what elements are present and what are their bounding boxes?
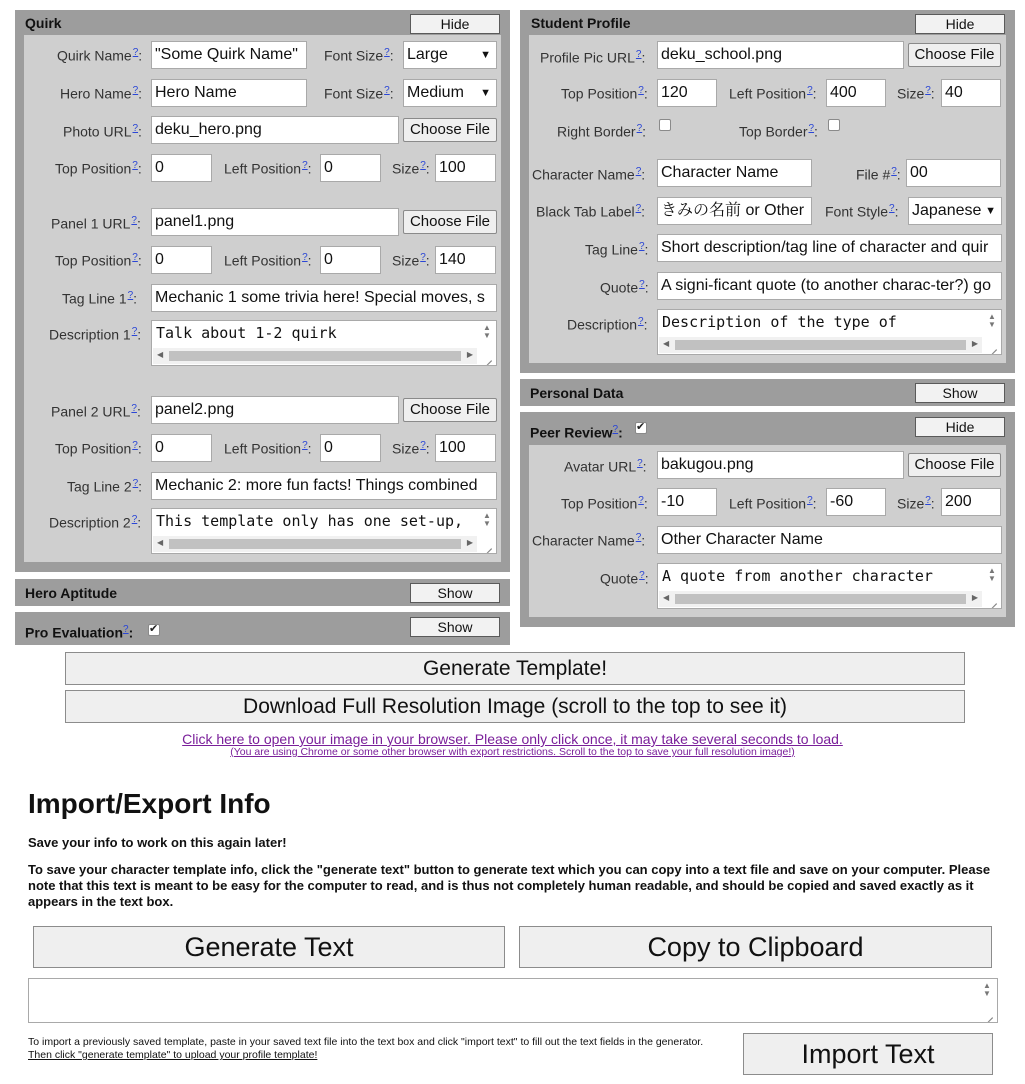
save-info-line: Save your info to work on this again later! xyxy=(28,835,287,850)
top-position-label: Top Position?: xyxy=(561,495,648,512)
pro-evaluation-title: Pro Evaluation?: xyxy=(25,624,134,641)
left-position-label: Left Position?: xyxy=(224,252,312,269)
tag-line-1-label: Tag Line 1?: xyxy=(62,290,138,307)
panel2-choose-file-button[interactable]: Choose File xyxy=(403,398,497,422)
spin-arrows-icon: ▲ ▼ xyxy=(988,566,996,583)
panel2-url-input[interactable]: panel2.png xyxy=(151,396,399,424)
tag-line-2-input[interactable]: Mechanic 2: more fun facts! Things combined xyxy=(151,472,497,500)
horizontal-scrollbar[interactable]: ◀ ▶ xyxy=(659,337,982,353)
quirk-name-label: Quirk Name?: xyxy=(57,47,143,64)
hero-aptitude-show-button[interactable]: Show xyxy=(410,583,500,603)
size-label: Size?: xyxy=(392,160,430,177)
description-2-label: Description 2?: xyxy=(49,514,142,531)
peer-review-title: Peer Review?: xyxy=(530,424,623,441)
top-position-label: Top Position?: xyxy=(55,440,142,457)
photo-choose-file-button[interactable]: Choose File xyxy=(403,118,497,142)
resize-grip-icon[interactable] xyxy=(479,348,495,364)
import-text-button[interactable]: Import Text xyxy=(743,1033,993,1075)
peer-quote-label: Quote?: xyxy=(600,570,649,587)
hero-aptitude-panel xyxy=(15,579,510,606)
generate-text-button[interactable]: Generate Text xyxy=(33,926,505,968)
other-character-name-label: Character Name?: xyxy=(532,532,646,549)
pro-evaluation-panel xyxy=(15,612,510,645)
panel2-top-input[interactable]: 0 xyxy=(151,434,212,462)
avatar-url-label: Avatar URL?: xyxy=(564,458,647,475)
peer-review-checkbox[interactable] xyxy=(635,422,647,434)
resize-grip-icon[interactable] xyxy=(984,591,1000,607)
quirk-hide-button[interactable]: Hide xyxy=(410,14,500,34)
profile-pic-url-label: Profile Pic URL?: xyxy=(540,49,646,66)
hero-name-input[interactable]: Hero Name xyxy=(151,79,307,107)
photo-url-label: Photo URL?: xyxy=(63,123,142,140)
description-2-textarea[interactable]: This template only has one set-up, ▲ ▼ ◀ ▶ xyxy=(151,508,497,554)
peer-review-hide-button[interactable]: Hide xyxy=(915,417,1005,437)
spin-arrows-icon: ▲ ▼ xyxy=(483,511,491,528)
resize-grip-icon[interactable] xyxy=(984,337,1000,353)
avatar-top-input[interactable]: -10 xyxy=(657,488,717,516)
left-position-label: Left Position?: xyxy=(224,440,312,457)
quirk-name-input[interactable]: "Some Quirk Name" xyxy=(151,41,307,69)
student-profile-hide-button[interactable]: Hide xyxy=(915,14,1005,34)
resize-grip-icon[interactable] xyxy=(980,1005,996,1021)
top-position-label: Top Position?: xyxy=(55,160,142,177)
hero-name-label: Hero Name?: xyxy=(60,85,143,102)
open-image-link[interactable]: Click here to open your image in your browser. Please only click once, it may take several seconds to load. xyxy=(182,731,843,747)
font-size-label: Font Size?: xyxy=(324,47,394,64)
profile-pic-size-input[interactable]: 40 xyxy=(941,79,1001,107)
spin-arrows-icon: ▲ ▼ xyxy=(983,981,991,998)
panel1-top-input[interactable]: 0 xyxy=(151,246,212,274)
tag-line-input[interactable]: Short description/tag line of character and quir xyxy=(657,234,1002,262)
description-1-textarea[interactable]: Talk about 1-2 quirk ▲ ▼ ◀ ▶ xyxy=(151,320,497,366)
character-name-label: Character Name?: xyxy=(532,166,646,183)
tag-line-label: Tag Line?: xyxy=(585,241,649,258)
import-export-heading: Import/Export Info xyxy=(28,788,271,819)
panel2-size-input[interactable]: 100 xyxy=(435,434,496,462)
pro-evaluation-checkbox[interactable] xyxy=(148,624,160,636)
top-position-label: Top Position?: xyxy=(55,252,142,269)
photo-top-input[interactable]: 0 xyxy=(151,154,212,182)
description-1-label: Description 1?: xyxy=(49,326,142,343)
horizontal-scrollbar[interactable]: ◀ ▶ xyxy=(153,536,477,552)
personal-data-title: Personal Data xyxy=(530,385,624,401)
import-instructions: To import a previously saved template, paste in your saved text file into the text box and click "import text" to fill out the text fields in the generator. Then click "generate template" to upload your profile template! xyxy=(28,1036,704,1061)
help-link[interactable]: ? xyxy=(132,47,139,58)
quote-label: Quote?: xyxy=(600,279,649,296)
chevron-down-icon: ▼ xyxy=(477,42,491,68)
description-textarea[interactable]: Description of the type of ▲ ▼ ◀ ▶ xyxy=(657,309,1002,355)
character-name-input[interactable]: Character Name xyxy=(657,159,812,187)
pro-evaluation-show-button[interactable]: Show xyxy=(410,617,500,637)
top-border-label: Top Border?: xyxy=(739,123,818,140)
description-label: Description?: xyxy=(567,316,648,333)
spin-arrows-icon: ▲ ▼ xyxy=(988,312,996,329)
generate-template-hint: Then click "generate template" to upload your profile template! xyxy=(28,1049,318,1061)
file-number-label: File #?: xyxy=(856,166,901,183)
photo-left-input[interactable]: 0 xyxy=(320,154,381,182)
left-position-label: Left Position?: xyxy=(729,85,817,102)
profile-pic-top-input[interactable]: 120 xyxy=(657,79,717,107)
avatar-choose-file-button[interactable]: Choose File xyxy=(908,453,1001,477)
font-style-select[interactable]: Japanese ▼ xyxy=(908,197,1002,225)
file-number-input[interactable]: 00 xyxy=(906,159,1001,187)
right-border-label: Right Border?: xyxy=(557,123,647,140)
chrome-note-link[interactable]: (You are using Chrome or some other browser with export restrictions. Scroll to the top to save your full resolution image!) xyxy=(230,746,795,758)
avatar-left-input[interactable]: -60 xyxy=(826,488,886,516)
panel1-left-input[interactable]: 0 xyxy=(320,246,381,274)
horizontal-scrollbar[interactable]: ◀ ▶ xyxy=(153,348,477,364)
black-tab-label-input[interactable]: きみの名前 or Other xyxy=(657,197,812,225)
personal-data-show-button[interactable]: Show xyxy=(915,383,1005,403)
export-textarea[interactable] xyxy=(28,978,998,1023)
panel1-url-input[interactable]: panel1.png xyxy=(151,208,399,236)
horizontal-scrollbar[interactable]: ◀ ▶ xyxy=(659,591,982,607)
font-style-label: Font Style?: xyxy=(825,203,899,220)
profile-pic-left-input[interactable]: 400 xyxy=(826,79,886,107)
personal-data-panel xyxy=(520,379,1015,406)
right-border-checkbox[interactable] xyxy=(659,119,671,131)
panel2-left-input[interactable]: 0 xyxy=(320,434,381,462)
profile-pic-url-input[interactable]: deku_school.png xyxy=(657,41,904,69)
chevron-down-icon: ▼ xyxy=(477,80,491,106)
photo-size-input[interactable]: 100 xyxy=(435,154,496,182)
spin-arrows-icon: ▲ ▼ xyxy=(483,323,491,340)
tag-line-1-input[interactable]: Mechanic 1 some trivia here! Special moves, s xyxy=(151,284,497,312)
tag-line-2-label: Tag Line 2?: xyxy=(67,478,143,495)
avatar-size-input[interactable]: 200 xyxy=(941,488,1001,516)
size-label: Size?: xyxy=(392,252,430,269)
panel1-size-input[interactable]: 140 xyxy=(435,246,496,274)
download-image-button[interactable]: Download Full Resolution Image (scroll to the top to see it) xyxy=(65,690,965,723)
quote-input[interactable]: A signi-ficant quote (to another charac-ter?) go xyxy=(657,272,1002,300)
copy-to-clipboard-button[interactable]: Copy to Clipboard xyxy=(519,926,992,968)
left-position-label: Left Position?: xyxy=(224,160,312,177)
avatar-url-input[interactable]: bakugou.png xyxy=(657,451,904,479)
top-border-checkbox[interactable] xyxy=(828,119,840,131)
size-label: Size?: xyxy=(897,495,935,512)
photo-url-input[interactable]: deku_hero.png xyxy=(151,116,399,144)
peer-quote-textarea[interactable]: A quote from another character ▲ ▼ ◀ ▶ xyxy=(657,563,1002,609)
chevron-down-icon: ▼ xyxy=(982,198,996,224)
other-character-name-input[interactable]: Other Character Name xyxy=(657,526,1002,554)
generate-template-button[interactable]: Generate Template! xyxy=(65,652,965,685)
font-size-label-2: Font Size?: xyxy=(324,85,394,102)
panel1-url-label: Panel 1 URL?: xyxy=(51,215,141,232)
quirk-font-size-select[interactable]: Large ▼ xyxy=(403,41,497,69)
size-label: Size?: xyxy=(897,85,935,102)
save-info-paragraph: To save your character template info, click the "generate text" button to generate text which you can copy into a text file and save on your computer. Please note that this text is meant to be easy for the computer to read, and is thus not completely human readable, and should be copied and saved exactly as it appears in the text box. xyxy=(28,862,991,909)
size-label: Size?: xyxy=(392,440,430,457)
hero-aptitude-title: Hero Aptitude xyxy=(25,585,118,601)
left-position-label: Left Position?: xyxy=(729,495,817,512)
profile-pic-choose-file-button[interactable]: Choose File xyxy=(908,43,1001,67)
quirk-panel-title: Quirk xyxy=(25,15,62,31)
resize-grip-icon[interactable] xyxy=(479,536,495,552)
panel2-url-label: Panel 2 URL?: xyxy=(51,403,141,420)
student-profile-title: Student Profile xyxy=(531,15,631,31)
black-tab-label-label: Black Tab Label?: xyxy=(536,203,646,220)
hero-font-size-select[interactable]: Medium ▼ xyxy=(403,79,497,107)
top-position-label: Top Position?: xyxy=(561,85,648,102)
panel1-choose-file-button[interactable]: Choose File xyxy=(403,210,497,234)
